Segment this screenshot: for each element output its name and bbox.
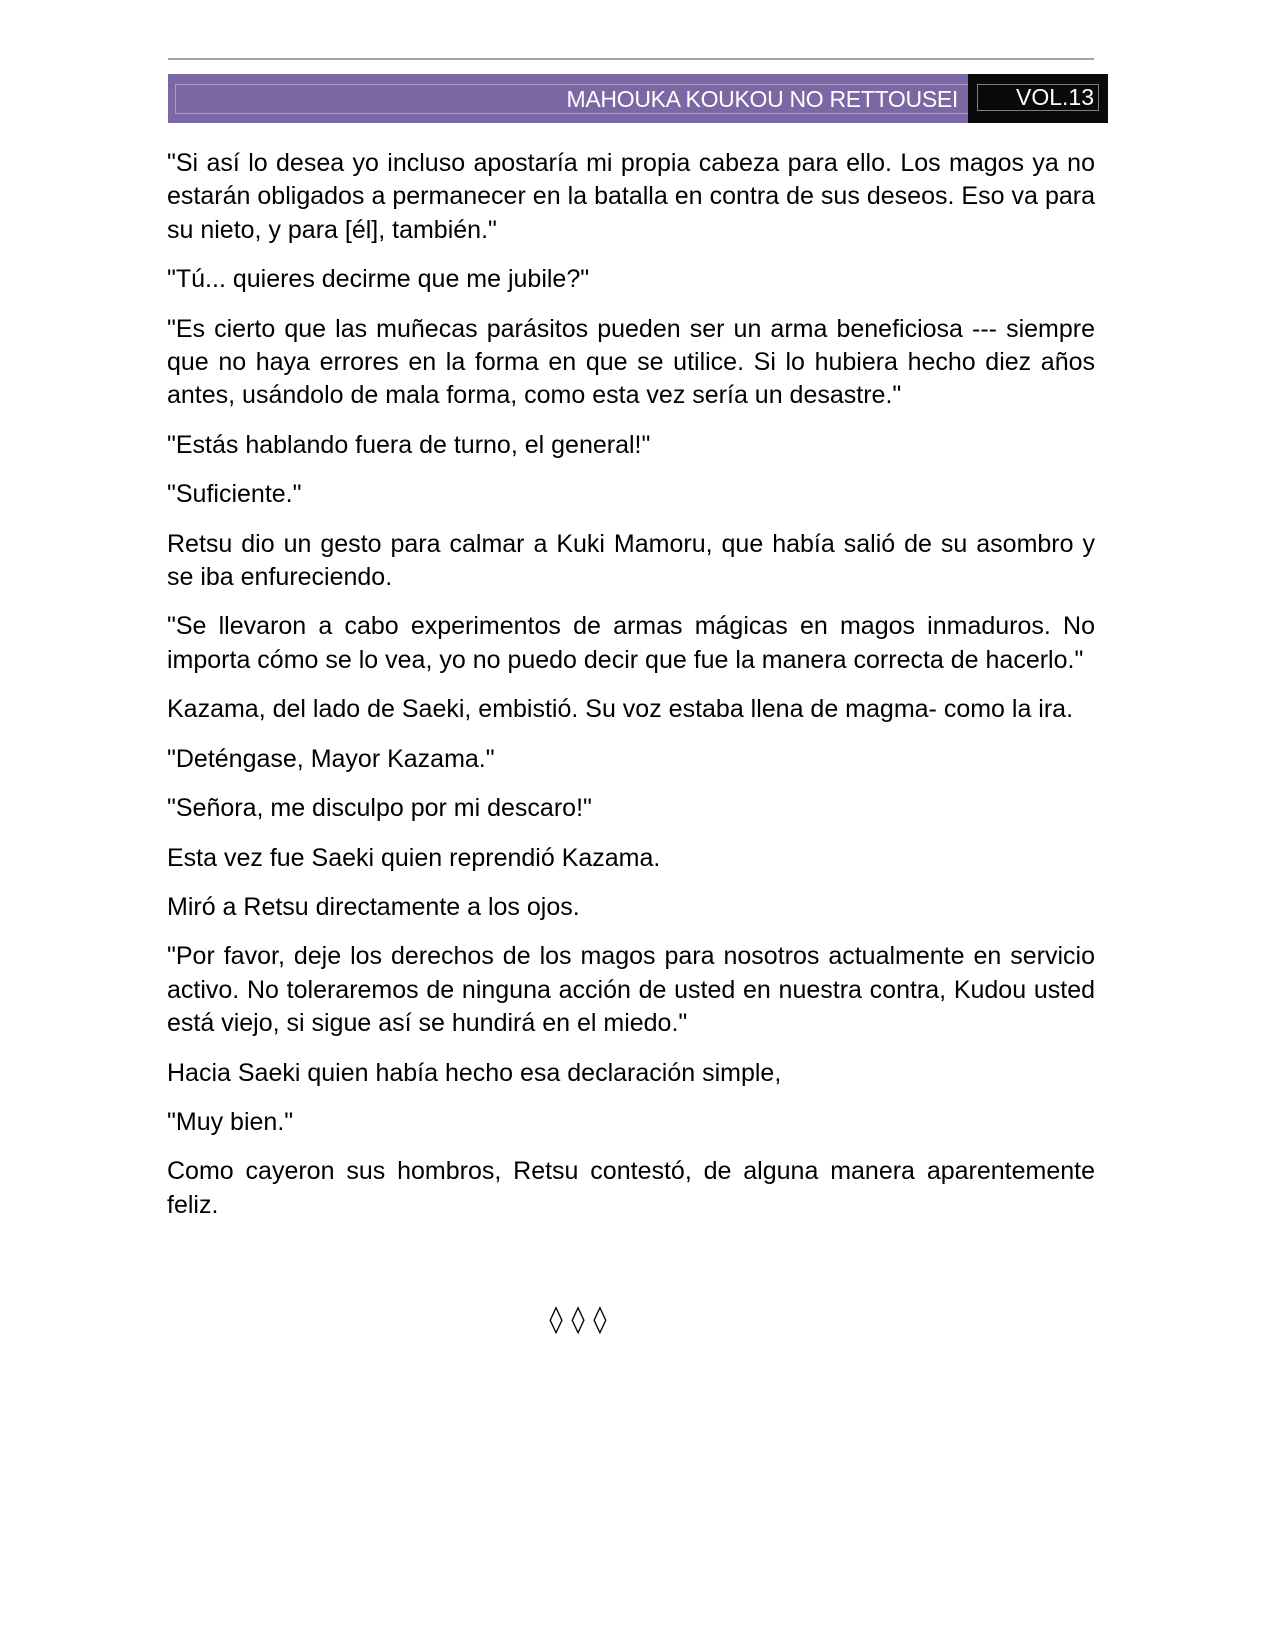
paragraph: "Se llevaron a cabo experimentos de armas mágicas en magos inmaduros. No importa cómo se lo vea, yo no puedo decir que fue la manera correcta de hacerlo." <box>167 612 1095 674</box>
paragraph: "Tú... quieres decirme que me jubile?" <box>167 265 590 294</box>
paragraph: "Muy bien." <box>167 1107 294 1136</box>
header-top-rule <box>168 58 1094 60</box>
volume-label: VOL.13 <box>1016 84 1094 110</box>
paragraph: Como cayeron sus hombros, Retsu contestó, de alguna manera aparentemente feliz. <box>167 1157 1095 1219</box>
paragraph: "Deténgase, Mayor Kazama." <box>167 744 495 773</box>
page-content <box>167 147 1095 1335</box>
paragraph: Kazama, del lado de Saeki, embistió. Su voz estaba llena de magma- como la ira. <box>167 695 1074 724</box>
volume-badge-inset <box>977 84 1099 111</box>
paragraph: "Suficiente." <box>167 480 302 509</box>
header-bar <box>168 74 968 123</box>
paragraph: Retsu dio un gesto para calmar a Kuki Mamoru, que había salió de su asombro y se iba enfureciendo. <box>167 529 1095 592</box>
section-separator: ◊ ◊ ◊ <box>549 1304 607 1336</box>
paragraph: Miró a Retsu directamente a los ojos. <box>167 892 580 921</box>
header-bar-inset <box>175 84 968 114</box>
paragraph: "Si así lo desea yo incluso apostaría mi propia cabeza para ello. Los magos ya no estarán obligados a permanecer en la batalla en contra de sus deseos. Eso va para su nieto, y para [él], también." <box>167 149 1095 244</box>
paragraph: "Estás hablando fuera de turno, el general!" <box>167 430 651 459</box>
paragraph: Hacia Saeki quien había hecho esa declaración simple, <box>167 1058 782 1087</box>
paragraph: "Señora, me disculpo por mi descaro!" <box>167 794 592 823</box>
book-title: MAHOUKA KOUKOU NO RETTOUSEI <box>566 85 958 112</box>
paragraph: "Es cierto que las muñecas parásitos pueden ser un arma beneficiosa --- siempre que no haya errores en la forma en que se utilice. Si lo hubiera hecho diez años antes, usándolo de mala forma, como esta vez sería un desastre." <box>167 314 1095 410</box>
volume-badge <box>968 74 1108 123</box>
paragraph: Esta vez fue Saeki quien reprendió Kazama. <box>167 843 661 872</box>
paragraph: "Por favor, deje los derechos de los magos para nosotros actualmente en servicio activo. No toleraremos de ninguna acción de usted en nuestra contra, Kudou usted está viejo, si sigue así se hundirá en el miedo." <box>167 942 1095 1038</box>
